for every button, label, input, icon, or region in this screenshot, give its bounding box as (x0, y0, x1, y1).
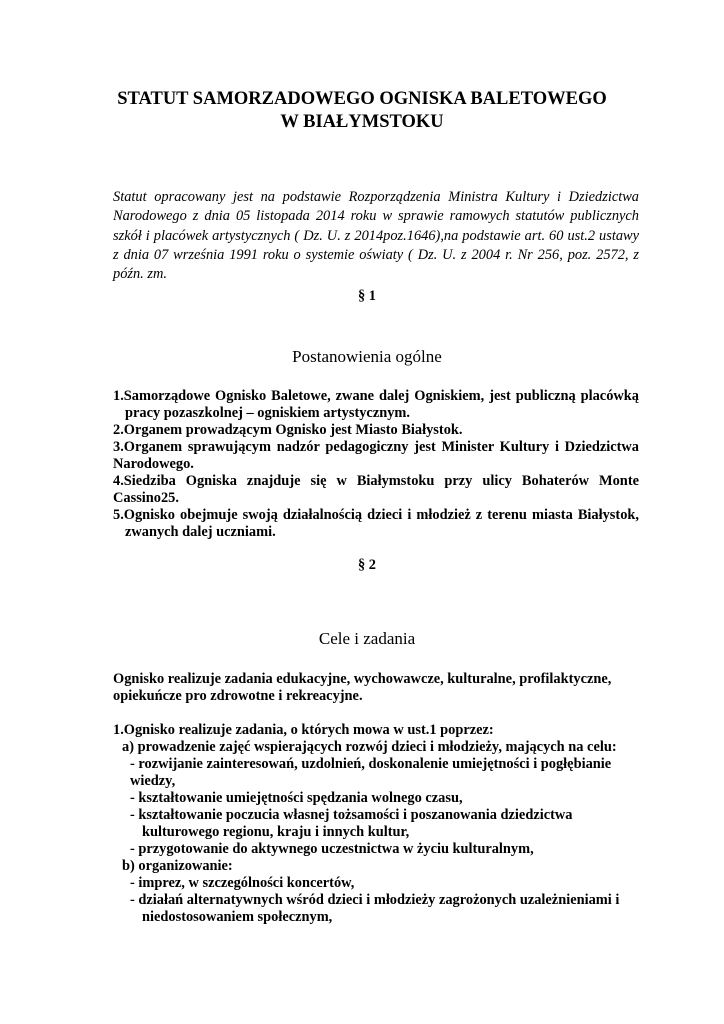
s1-item-1-cont: pracy pozaszkolnej – ogniskiem artystycznym. (125, 405, 410, 421)
s1-item-5: 5.Ognisko obejmuje swoją działalnością dzieci i młodzież z terenu miasta Białystok, (113, 507, 639, 523)
intro-paragraph: Statut opracowany jest na podstawie Rozporządzenia Ministra Kultury i Dziedzictwa Narodowego z dnia 05 listopada 2014 roku w sprawie ramowych statutów publicznych szkół i placówek artystycznych ( Dz. U. z 2014poz.1646),na podstawie art. 60 ust.2 ustawy z dnia 07 września 1991 roku o systemie oświaty ( Dz. U. z 2004 r. Nr 256, poz. 2572, z (113, 189, 639, 263)
intro-last-line: późn. zm. (113, 266, 167, 282)
s2-b-item-2-cont: niedostosowaniem społecznym, (142, 909, 333, 925)
s2-point-b: b) organizowanie: (122, 858, 233, 874)
title-line-2: W BIAŁYMSTOKU (280, 112, 444, 132)
section-1-mark: § 1 (358, 288, 376, 304)
document-title (0, 88, 724, 134)
s1-item-3: 3.Organem sprawującym nadzór pedagogiczny jest Minister Kultury i Dziedzictwa (113, 439, 639, 455)
s2-point-a: a) prowadzenie zajęć wspierających rozwój dzieci i młodzieży, mających na celu: (122, 739, 617, 755)
s2-a-item-1-cont: wiedzy, (130, 773, 176, 789)
s1-item-4: 4.Siedziba Ogniska znajduje się w Białymstoku przy ulicy Bohaterów Monte (113, 473, 639, 489)
s2-intro-line-1: Ognisko realizuje zadania edukacyjne, wychowawcze, kulturalne, profilaktyczne, (113, 671, 612, 687)
s1-item-4-cont: Cassino25. (113, 490, 179, 506)
s2-a-item-2: - kształtowanie umiejętności spędzania wolnego czasu, (130, 790, 463, 806)
s2-b-item-2: - działań alternatywnych wśród dzieci i młodzieży zagrożonych uzależnieniami i (130, 892, 620, 908)
s1-item-3-cont: Narodowego. (113, 456, 194, 472)
s2-a-item-3-cont: kulturowego regionu, kraju i innych kultur, (142, 824, 410, 840)
s2-b-item-1: - imprez, w szczególności koncertów, (130, 875, 355, 891)
section-1-heading: Postanowienia ogólne (292, 347, 442, 366)
s2-point-1: 1.Ognisko realizuje zadania, o których mowa w ust.1 poprzez: (113, 722, 494, 738)
s1-item-2: 2.Organem prowadzącym Ognisko jest Miasto Białystok. (113, 422, 463, 438)
s2-a-item-3: - kształtowanie poczucia własnej tożsamości i poszanowania dziedzictwa (130, 807, 573, 823)
s1-item-1: 1.Samorządowe Ognisko Baletowe, zwane dalej Ogniskiem, jest publiczną placówką (113, 388, 639, 404)
s2-a-item-4: - przygotowanie do aktywnego uczestnictwa w życiu kulturalnym, (130, 841, 534, 857)
s2-intro-line-2: opiekuńcze pro zdrowotne i rekreacyjne. (113, 688, 363, 704)
section-2-mark: § 2 (358, 557, 376, 573)
section-2-heading: Cele i zadania (318, 629, 416, 648)
title-line-1: STATUT SAMORZADOWEGO OGNISKA BALETOWEGO (117, 89, 607, 109)
s2-a-item-1: - rozwijanie zainteresowań, uzdolnień, doskonalenie umiejętności i pogłębianie (130, 756, 612, 772)
s1-item-5-cont: zwanych dalej uczniami. (125, 524, 276, 540)
